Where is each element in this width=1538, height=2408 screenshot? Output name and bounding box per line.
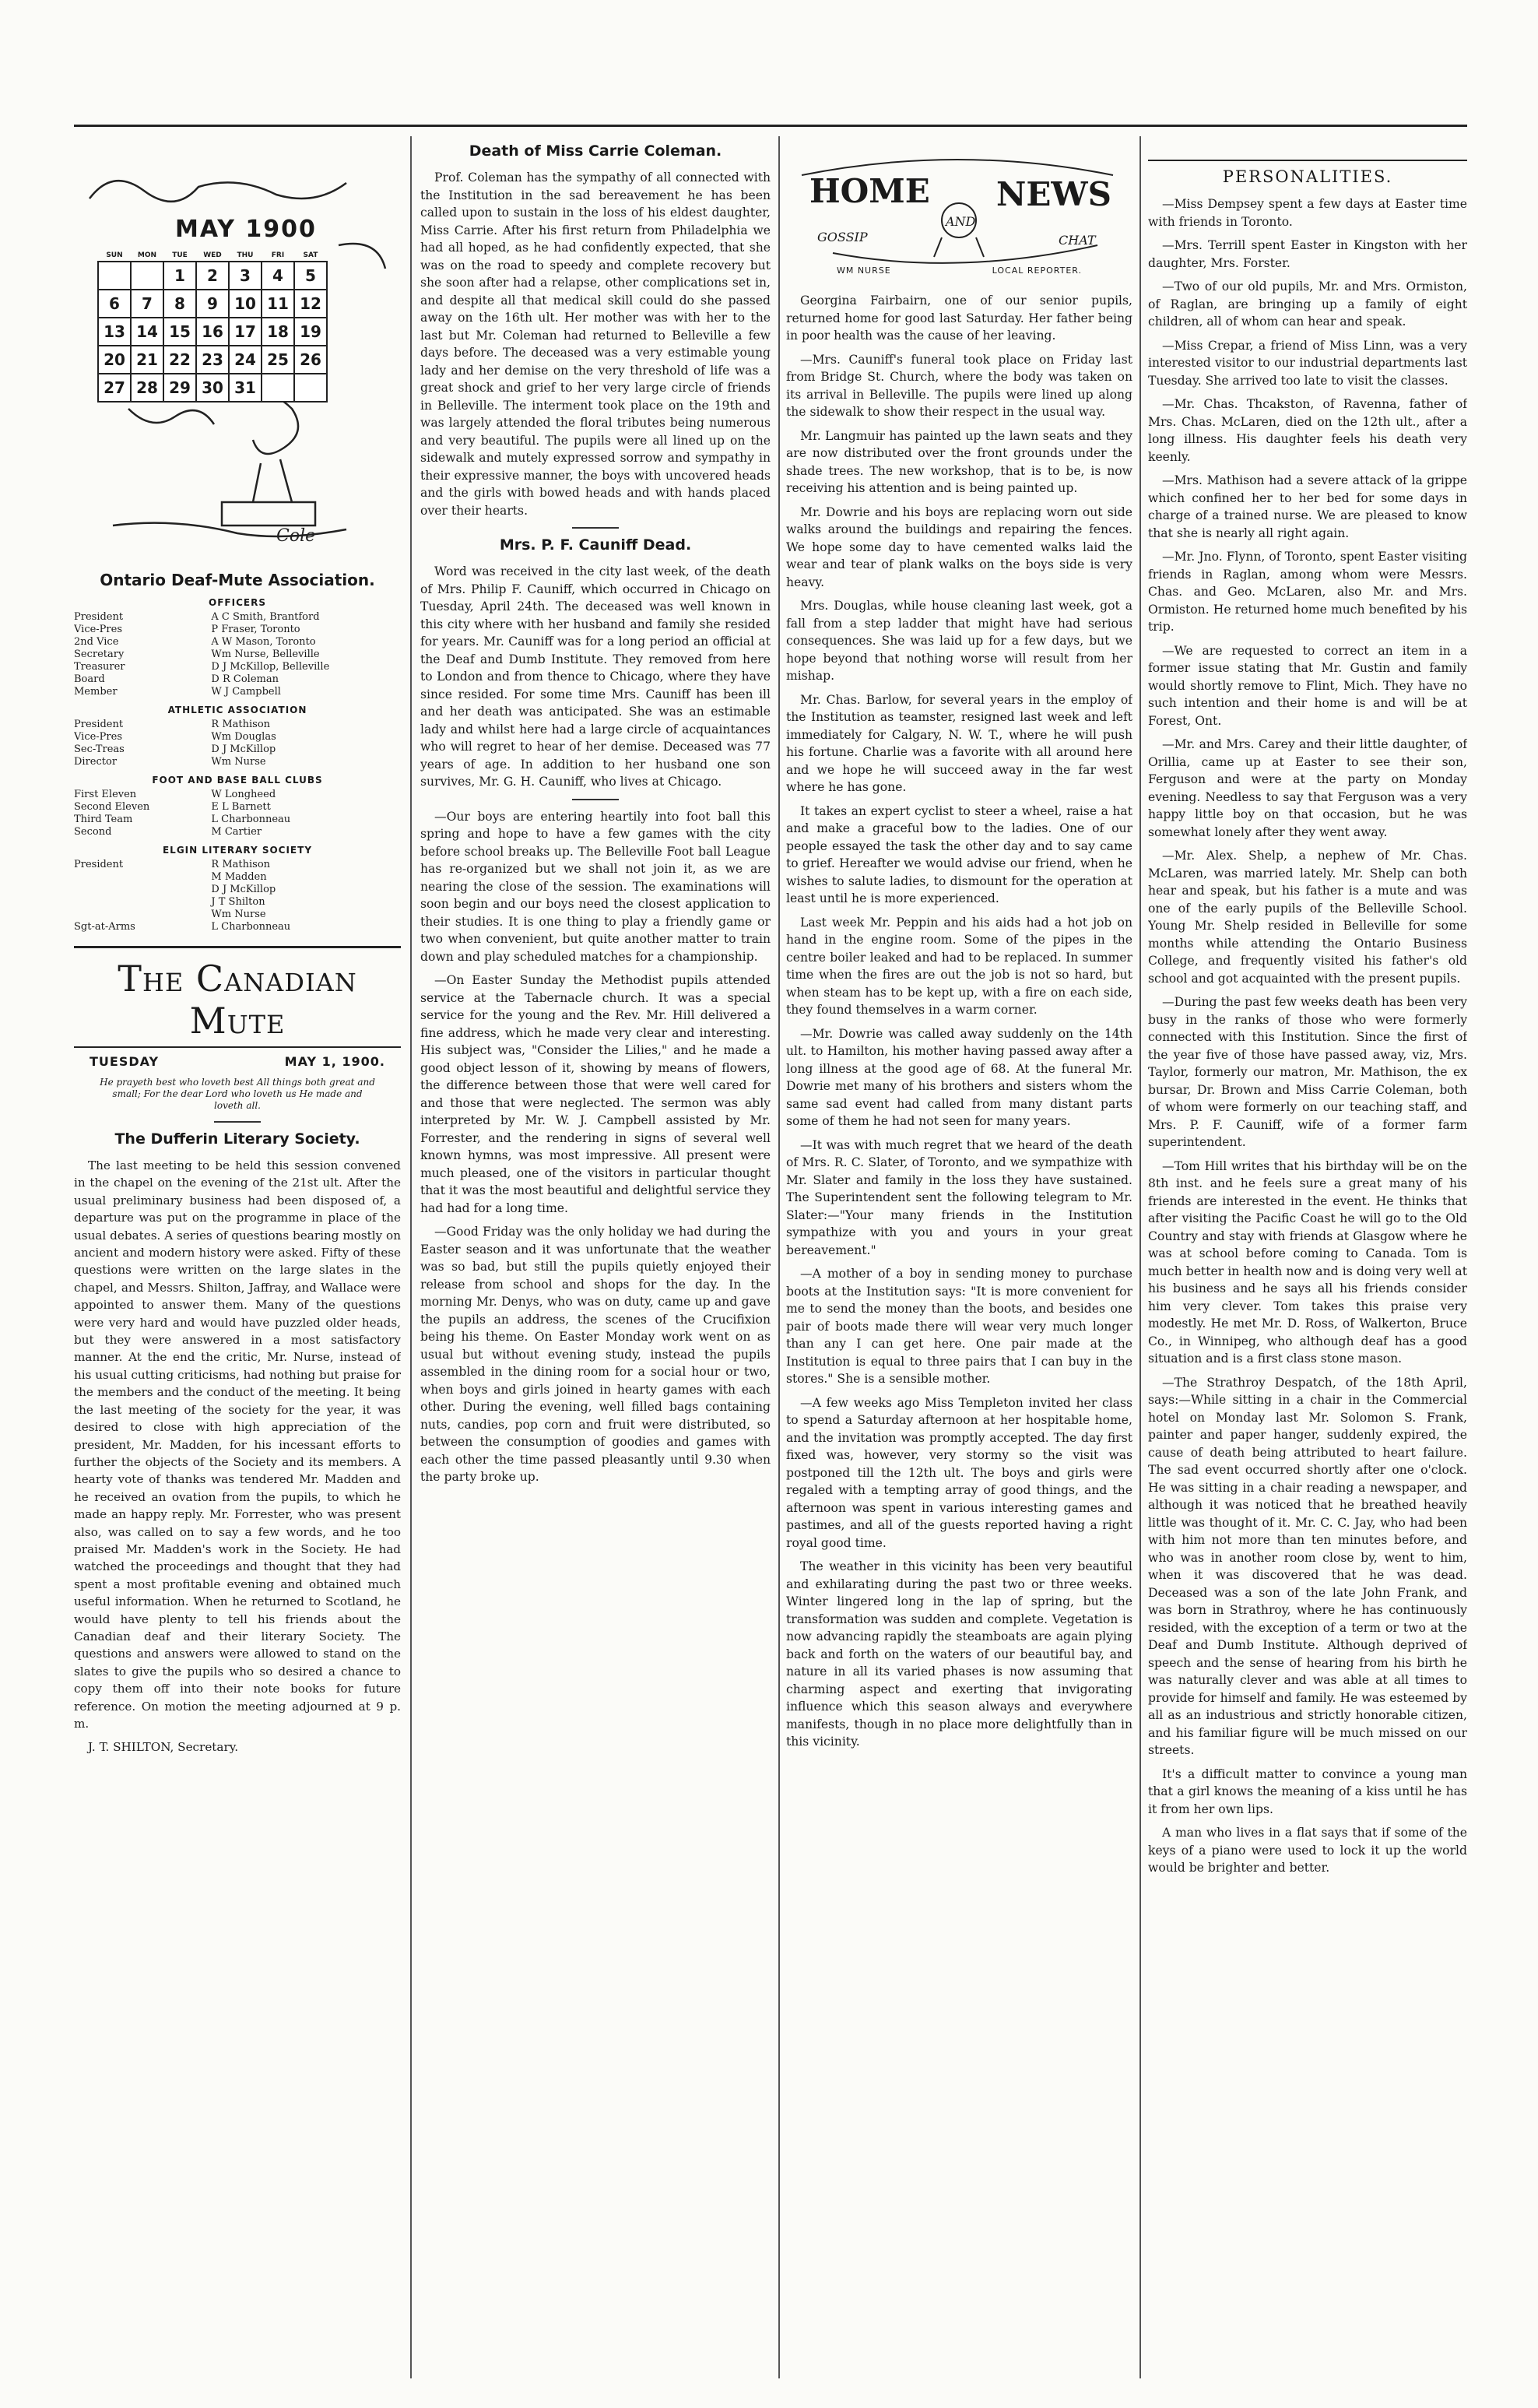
paragraph: The last meeting to be held this session convened in the chapel on the evening of the 21st ult. After the usual preliminary business had been disposed of, a departure was put on the programme in place of the usual debates. A series of questions bearing mostly on ancient and modern history were asked. Fifty of these questions were written on the large slates in the chapel, and Messrs. Shilton, Jaffray, and Wallace were appointed to answer them. Many of the questions were very hard and would have puzzled older heads, but they were answered in a most satisfactory manner. At the end the critic, Mr. Nurse, instead of his usual cutting criticisms, had nothing but praise for the members and the conduct of the meeting. It being the last meeting of the society for the year, it was desired to close with high appreciation of the president, Mr. Madden, for his incessant efforts to further the objects of the Society and its members. A hearty vote of thanks was tendered Mr. Madden and he received an ovation from the pupils, to which he made an happy reply. Mr. Forrester, who was present also, was called on to say a few words, and he too praised Mr. Madden's work in the Society. He had watched the proceedings and thought that they had spent a most profitable evening and obtained much useful information. When he returned to Scotland, he would have plenty to tell his friends about the Canadian deaf and their literary Society. The questions and answers were allowed to stand on the slates to give the pupils who so desired a chance to copy them off into their note books for future reference. On motion the meeting adjourned at 9 p. m. (74, 1158, 401, 1731)
officer-row (74, 636, 401, 649)
officer-name: D J McKillop (211, 884, 276, 895)
officers-heading: OFFICERS (209, 597, 266, 608)
officer-name: D J McKillop (211, 743, 276, 755)
officer-role: President (74, 611, 124, 623)
officer-name: J T Shilton (211, 896, 265, 908)
issue-day: TUESDAY (90, 1054, 160, 1069)
officer-row (74, 789, 401, 801)
officer-name: A C Smith, Brantford (211, 611, 320, 623)
paragraph: —Two of our old pupils, Mr. and Mrs. Ormiston, of Raglan, are bringing up a family of eight children, all of whom can hear and speak. (1148, 279, 1467, 329)
home-news-heading (786, 152, 1132, 284)
paragraph: Mr. Dowrie and his boys are replacing worn out side walks around the buildings and repairing the fences. We hope some day to have cemented walks laid the wear and tear of plank walks on the boys side is very heavy. (786, 504, 1132, 589)
officer-row (74, 624, 401, 636)
motto: He prayeth best who loveth best All things both great and small; For the dear Lord who loveth us He made and loveth all. (100, 1077, 375, 1111)
paragraph: Mrs. Douglas, while house cleaning last week, got a fall from a step ladder that might have had serious consequences. She was laid up for a few days, but we hope beyond that nothing worse will result from her mishap. (786, 599, 1132, 683)
officer-role: Second (74, 826, 112, 838)
officer-name: W J Campbell (211, 686, 281, 698)
calendar-day-header: SAT (303, 251, 318, 259)
column-divider (1139, 136, 1141, 2378)
calendar-day: 14 (131, 318, 163, 346)
calendar-day: 19 (294, 318, 327, 346)
calendar-day: 13 (98, 318, 131, 346)
officer-role: Vice-Pres (74, 624, 123, 635)
calendar-day: 25 (262, 346, 294, 374)
paragraph: —Mr. and Mrs. Carey and their little daughter, of Orillia, came up at Easter to see their son, Ferguson and were at the party on Monday evening. Needless to say that Ferguson was a very happy little boy on that occasion, but he was somewhat lonely after they went away. (1148, 737, 1467, 839)
calendar-day-header: TUE (172, 251, 188, 259)
calendar-day: 11 (262, 290, 294, 318)
calendar-day: 27 (98, 374, 131, 402)
heading-news: NEWS (996, 175, 1111, 213)
calendar-day: 22 (163, 346, 196, 374)
masthead (74, 946, 401, 1048)
column-3 (786, 136, 1132, 2378)
calendar-day (294, 374, 327, 402)
calendar-day: 21 (131, 346, 163, 374)
paragraph: —Mrs. Terrill spent Easter in Kingston with her daughter, Mrs. Forster. (1148, 238, 1467, 270)
officer-role (74, 871, 211, 884)
article-body (1148, 195, 1467, 1877)
calendar (82, 152, 393, 557)
article-title: Mrs. P. F. Cauniff Dead. (499, 536, 692, 554)
paragraph: —Mrs. Cauniff's funeral took place on Friday last from Bridge St. Church, where the body was taken on its arrival in Belleville. The pupils were lined up along the sidewalk to show their respect in the usual way. (786, 352, 1132, 419)
paragraph: —On Easter Sunday the Methodist pupils attended service at the Tabernacle church. It was a special service for the young and the Rev. Mr. Hill delivered a fine address, which he made very clear and interesting. His subject was, "Consider the Lilies," and he made a good object lesson of it, showing by means of flowers, the difference between those that were well cared for and those that were neglected. The sermon was ably interpreted by Mr. W. J. Campbell assisted by Mr. Forrester, and the rendering in signs of several well known hymns, was most impressive. All present were much pleased, one of the visitors in particular thought that it was the most beautiful and delightful service they had had for a long time. (420, 973, 771, 1215)
officer-row (74, 826, 401, 838)
article-body (420, 808, 771, 1486)
byline (786, 265, 1132, 276)
calendar-week (98, 346, 327, 374)
paragraph: Mr. Langmuir has painted up the lawn seats and they are now distributed over the front grounds under the shade trees. The new workshop, that is to be, is now receiving his attention and is being painted up. (786, 428, 1132, 495)
officer-name: M Cartier (211, 826, 262, 838)
officer-role: Second Eleven (74, 801, 150, 813)
paragraph: Mr. Chas. Barlow, for several years in the employ of the Institution as teamster, resigned last week and left immediately for Calgary, N. W. T., where he will push his fortune. Charlie was a favorite with all around here and we hope he will succeed away in the far west where he has gone. (786, 692, 1132, 794)
officer-name: Wm Nurse (211, 756, 266, 768)
paragraph: —We are requested to correct an item in a former issue stating that Mr. Gustin and family would shortly remove to Flint, Mich. They have no such intention and their home is and will be at Forest, Ont. (1148, 643, 1467, 728)
calendar-month: MAY 1900 (175, 216, 317, 243)
calendar-day-header: THU (237, 251, 254, 259)
paragraph: —Miss Dempsey spent a few days at Easter time with friends in Toronto. (1148, 197, 1467, 229)
calendar-day: 24 (229, 346, 262, 374)
officer-role: President (74, 859, 124, 870)
heading-and: AND (946, 214, 976, 229)
officer-row (74, 859, 401, 871)
officer-name: P Fraser, Toronto (211, 624, 300, 635)
calendar-day: 16 (196, 318, 229, 346)
calendar-day: 15 (163, 318, 196, 346)
officer-role: Secretary (74, 649, 125, 660)
divider (572, 799, 619, 800)
officer-row (74, 649, 401, 661)
article-body (420, 169, 771, 519)
article-title: Death of Miss Carrie Coleman. (469, 142, 722, 160)
officer-name: R Mathison (211, 859, 271, 870)
calendar-day (98, 262, 131, 290)
divider (572, 527, 619, 529)
byline-reporter: LOCAL REPORTER. (992, 265, 1083, 276)
paragraph: —Mr. Chas. Thcakston, of Ravenna, father of Mrs. Chas. McLaren, died on the 12th ult., after a long illness. His daughter feels his death very keenly. (1148, 397, 1467, 464)
calendar-day: 8 (163, 290, 196, 318)
officer-row (74, 801, 401, 814)
calendar-day-header: MON (137, 251, 157, 259)
paragraph: —During the past few weeks death has been very busy in the ranks of those who were formerly connected with this Institution. Since the first of the year five of those have passed away, viz, Mrs. Taylor, formerly our matron, Mr. Mathison, the ex bursar, Dr. Brown and Miss Carrie Coleman, both of whom were formerly on our teaching staff, and Mrs. P. F. Cauniff, wife of a former farm superintendent. (1148, 995, 1467, 1149)
officer-name: Wm Douglas (211, 731, 276, 743)
column-4 (1148, 136, 1467, 2378)
top-rule (74, 125, 1467, 127)
officer-row (74, 909, 401, 921)
issue-date: MAY 1, 1900. (284, 1054, 385, 1069)
calendar-week (98, 262, 327, 290)
calendar-week (98, 318, 327, 346)
column-1 (74, 136, 401, 2378)
officer-row (74, 673, 401, 686)
officer-role: Sec-Treas (74, 743, 125, 755)
calendar-day-header: FRI (271, 251, 285, 259)
article-body (786, 292, 1132, 1751)
officer-role: Third Team (74, 814, 133, 825)
calendar-week (98, 290, 327, 318)
calendar-day: 26 (294, 346, 327, 374)
officer-row (74, 814, 401, 826)
calendar-day: 3 (229, 262, 262, 290)
paragraph: Prof. Coleman has the sympathy of all connected with the Institution in the sad bereavement he has been called upon to sustain in the loss of his eldest daughter, Miss Carrie. After his first return from Philadelphia we had all hoped, as he had confidently expected, that she was on the road to speedy and complete recovery but she soon after had a relapse, other complications set in, and despite all that medical skill could do she passed away on the 16th ult. Her mother was with her to the last but Mr. Coleman had returned to Belleville a few days before. The deceased was a very estimable young lady and her demise on the very threshold of life was a great shock and grief to her very large circle of friends in Belleville. The interment took place on the 19th and was largely attended the floral tributes being numerous and very beautiful. The pupils were all lined up on the sidewalk and mutely expressed sorrow and sympathy in their expressive manner, the boys with uncovered heads and the girls with bowed heads and with hands placed over their hearts. (420, 170, 771, 518)
paper-title: The Canadian Mute (118, 958, 357, 1042)
officer-row (74, 731, 401, 743)
calendar-day: 4 (262, 262, 294, 290)
calendar-day: 20 (98, 346, 131, 374)
paragraph: It takes an expert cyclist to steer a wheel, raise a hat and make a graceful bow to the ladies. One of our people essayed the task the other day and to say came to grief. Hereafter we would advise our friend, when he wishes to salute ladies, to dismount for the operation at least until he is more experienced. (786, 803, 1132, 905)
officer-row (74, 719, 401, 731)
officer-role (74, 896, 211, 909)
paragraph: —The Strathroy Despatch, of the 18th April, says:—While sitting in a chair in the Commercial hotel on Monday last Mr. Solomon S. Frank, painter and paper hanger, suddenly expired, the cause of death being attributed to heart failure. The sad event occurred shortly after one o'clock. He was sitting in a chair reading a newspaper, and although it was noticed that he breathed heavily little was thought of it. Mr. C. C. Jay, who had been with him not more than ten minutes before, and who was in another room close by, went to him, when it was discovered that he was dead. Deceased was a son of the late John Frank, and was born in Strathroy, where he has continuously resided, with the exception of a term or two at the Deaf and Dumb Institute. Although deprived of speech and the sense of hearing from his birth he was naturally clever and was able at all times to provide for himself and family. He was esteemed by all as an industrious and strictly honorable citizen, and his familiar figure will be much missed on our streets. (1148, 1375, 1467, 1757)
paragraph: —Mr. Alex. Shelp, a nephew of Mr. Chas. McLaren, was married lately. Mr. Shelp can both hear and speak, but his father is a mute and was one of the early pupils of the Belleville School. Young Mr. Shelp resided in Belleville for some months while attending the Ontario Business College, and frequently visited his father's old school and got acquainted with the present pupils. (1148, 849, 1467, 986)
svg-text:Cole: Cole (276, 526, 316, 546)
paragraph: —Tom Hill writes that his birthday will be on the 8th inst. and he feels sure a great many of his friends are interested in the event. He thinks that after visiting the Pacific Coast he will go to the Old Country and stay with friends at Glasgow where he was at school before coming to Canada. Tom is much better in health now and is doing very well at his business and he says all his friends consider him very clever. Tom takes this praise very modestly. He met Mr. D. Ross, of Walkerton, Bruce Co., in Winnipeg, who although deaf has a good situation and is a first class stone mason. (1148, 1158, 1467, 1366)
paragraph: —Miss Crepar, a friend of Miss Linn, was a very interested visitor to our industrial departments last Tuesday. She arrived too late to visit the classes. (1148, 338, 1467, 388)
officer-name: R Mathison (211, 719, 271, 730)
officer-name: L Charbonneau (211, 921, 291, 933)
calendar-day: 7 (131, 290, 163, 318)
calendar-day: 29 (163, 374, 196, 402)
officer-name: Wm Nurse, Belleville (211, 649, 320, 660)
athletic-heading: ATHLETIC ASSOCIATION (167, 705, 307, 715)
officer-role: 2nd Vice (74, 636, 119, 648)
officer-row (74, 921, 401, 933)
calendar-day: 5 (294, 262, 327, 290)
officer-name: M Madden (211, 871, 267, 883)
officer-row (74, 896, 401, 909)
officer-row (74, 871, 401, 884)
column-divider (410, 136, 412, 2378)
divider (214, 1121, 261, 1123)
officer-role: Vice-Pres (74, 731, 123, 743)
officer-role: President (74, 719, 124, 730)
officers-list (74, 611, 401, 698)
byline-editor: WM NURSE (836, 265, 891, 276)
calendar-day-header: SUN (106, 251, 123, 259)
calendar-day (262, 374, 294, 402)
paragraph: —A few weeks ago Miss Templeton invited her class to spend a Saturday afternoon at her hospitable home, and the invitation was promptly accepted. The day first fixed was, however, very stormy so the visit was postponed till the 12th ult. The boys and girls were regaled with a tempting array of good things, and the afternoon was spent in various interesting games and pastimes, and all of the guests reported having a right royal good time. (786, 1395, 1132, 1550)
paragraph: The weather in this vicinity has been very beautiful and exhilarating during the past two or three weeks. Winter lingered long in the lap of spring, but the transformation was sudden and complete. Vegetation is now advancing rapidly the steamboats are again plying back and forth on the waters of our beautiful bay, and nature in all its varied phases is now assuming that charming aspect and exerting that invigorating influence which this season always and everywhere manifests, though in no place more delightfully than in this vicinity. (786, 1559, 1132, 1749)
officer-row (74, 661, 401, 673)
calendar-day: 30 (196, 374, 229, 402)
calendar-day: 1 (163, 262, 196, 290)
paragraph: Georgina Fairbairn, one of our senior pupils, returned home for good last Saturday. Her father being in poor health was the cause of her leaving. (786, 294, 1132, 343)
paragraph: —Our boys are entering heartily into foot ball this spring and hope to have a few games with the city before school breaks up. The Belleville Foot ball League has re-organized but we shall not join it, as we are nearing the close of the session. The examinations will soon begin and our boys need the closest application to their studies. It is one thing to play a friendly game or two when convenient, but quite another matter to train down and play scheduled matches for a championship. (420, 809, 771, 964)
officer-name: A W Mason, Toronto (211, 636, 316, 648)
officer-row (74, 686, 401, 698)
dateline (74, 1048, 401, 1072)
heading-gossip: GOSSIP (817, 230, 868, 244)
calendar-week (98, 374, 327, 402)
paragraph: Word was received in the city last week, of the death of Mrs. Philip F. Cauniff, which occurred in Chicago on Tuesday, April 24th. The deceased was well known in this city where with her husband and family she resided for years. Mr. Cauniff was for a long period an official at the Deaf and Dumb Institute. They removed from here to London and from thence to Chicago, where they have since resided. For some time Mrs. Cauniff has been ill and her death was anticipated. She was an estimable lady and whilst here had a large circle of acquaintances who will regret to hear of her demise. Deceased was 77 years of age. In addition to her husband one son survives, Mr. G. H. Cauniff, who lives at Chicago. (420, 564, 771, 789)
officer-role: Director (74, 756, 118, 768)
paragraph: A man who lives in a flat says that if some of the keys of a piano were used to lock it up the world would be brighter and better. (1148, 1826, 1467, 1875)
calendar-day: 12 (294, 290, 327, 318)
paragraph: Last week Mr. Peppin and his aids had a hot job on hand in the engine room. Some of the pipes in the centre boiler leaked and had to be replaced. In summer time when the fires are out the job is not so hard, but when steam has to be kept up, with a fire on each side, they found themselves in a warm corner. (786, 915, 1132, 1017)
ball-clubs-list (74, 789, 401, 838)
calendar-day: 6 (98, 290, 131, 318)
officer-role: Treasurer (74, 661, 125, 673)
paragraph: —A mother of a boy in sending money to purchase boots at the Institution says: "It is more convenient for me to send the money than the boots, and besides one pair of boots made there will wear very much longer than any I can get here. One pair made at the Institution is equal to three pairs that I can buy in the stores." She is a sensible mother. (786, 1267, 1132, 1386)
officer-name: L Charbonneau (211, 814, 291, 825)
officer-role (74, 884, 211, 896)
calendar-day: 23 (196, 346, 229, 374)
calendar-day: 2 (196, 262, 229, 290)
paragraph: —It was with much regret that we heard of the death of Mrs. R. C. Slater, of Toronto, and we sympathize with Mr. Slater and family in the loss they have sustained. The Superintendent sent the following telegram to Mr. Slater:—"Your many friends in the Institution sympathize with you and yours in your great bereavement." (786, 1137, 1132, 1257)
column-2 (420, 136, 771, 2378)
literary-society-list (74, 859, 401, 933)
paragraph: J. T. SHILTON, Secretary. (88, 1740, 239, 1755)
officer-role: First Eleven (74, 789, 137, 800)
article-body (74, 1157, 401, 1756)
literary-society-heading: ELGIN LITERARY SOCIETY (162, 845, 313, 856)
calendar-grid (97, 251, 328, 403)
officer-name: D J McKillop, Belleville (211, 661, 330, 673)
officer-name: E L Barnett (211, 801, 271, 813)
officer-row (74, 884, 401, 896)
officer-row (74, 756, 401, 768)
calendar-day: 28 (131, 374, 163, 402)
officer-role: Sgt-at-Arms (74, 921, 135, 933)
calendar-day: 18 (262, 318, 294, 346)
officer-row (74, 743, 401, 756)
athletic-list (74, 719, 401, 768)
calendar-day: 9 (196, 290, 229, 318)
calendar-day: 10 (229, 290, 262, 318)
officer-role (74, 909, 211, 921)
paragraph: It's a difficult matter to convince a young man that a girl knows the meaning of a kiss until he has it from her own lips. (1148, 1766, 1467, 1816)
association-title: Ontario Deaf-Mute Association. (100, 571, 375, 589)
paragraph: —Mrs. Mathison had a severe attack of la grippe which confined her to her bed for some days in charge of a trained nurse. We are pleased to know that she is nearly all right again. (1148, 473, 1467, 540)
calendar-day: 31 (229, 374, 262, 402)
heading-home: HOME (809, 172, 930, 210)
officer-name: D R Coleman (211, 673, 279, 685)
officer-role: Board (74, 673, 105, 685)
calendar-day: 17 (229, 318, 262, 346)
column-divider (778, 136, 780, 2378)
article-body (420, 563, 771, 791)
calendar-day-header: WED (203, 251, 222, 259)
heading-chat: CHAT (1059, 233, 1096, 248)
paragraph: —Mr. Dowrie was called away suddenly on the 14th ult. to Hamilton, his mother having passed away after a long illness at the good age of 68. At the funeral Mr. Dowrie met many of his brothers and sisters whom the same sad event had called from many distant parts some of them he had not seen for many years. (786, 1026, 1132, 1128)
personalities-title: PERSONALITIES. (1148, 160, 1467, 186)
officer-role: Member (74, 686, 118, 698)
ball-clubs-heading: FOOT AND BASE BALL CLUBS (152, 775, 323, 786)
paragraph: —Mr. Jno. Flynn, of Toronto, spent Easter visiting friends in Raglan, among whom were Messrs. Chas. and Geo. McLaren, also Mr. and Mrs. Ormiston. He returned home much benefited by his trip. (1148, 550, 1467, 634)
article-title: The Dufferin Literary Society. (114, 1130, 360, 1148)
officer-name: Wm Nurse (211, 909, 266, 920)
paragraph: —Good Friday was the only holiday we had during the Easter season and it was unfortunate that the weather was so bad, but still the pupils quietly enjoyed their release from school and shops for the day. In the morning Mr. Denys, who was on duty, came up and gave the pupils an address, the scenes of the Crucifixion being his theme. On Easter Monday work went on as usual but without evening study, instead the pupils assembled in the dining room for a social hour or two, when boys and girls joined in hearty games with each other. During the evening, well filled bags containing nuts, candies, pop corn and fruit were distributed, so between the consumption of goodies and games with each other the time passed pleasantly until 9.30 when the party broke up. (420, 1225, 771, 1484)
officer-name: W Longheed (211, 789, 276, 800)
officer-row (74, 611, 401, 624)
calendar-day (131, 262, 163, 290)
